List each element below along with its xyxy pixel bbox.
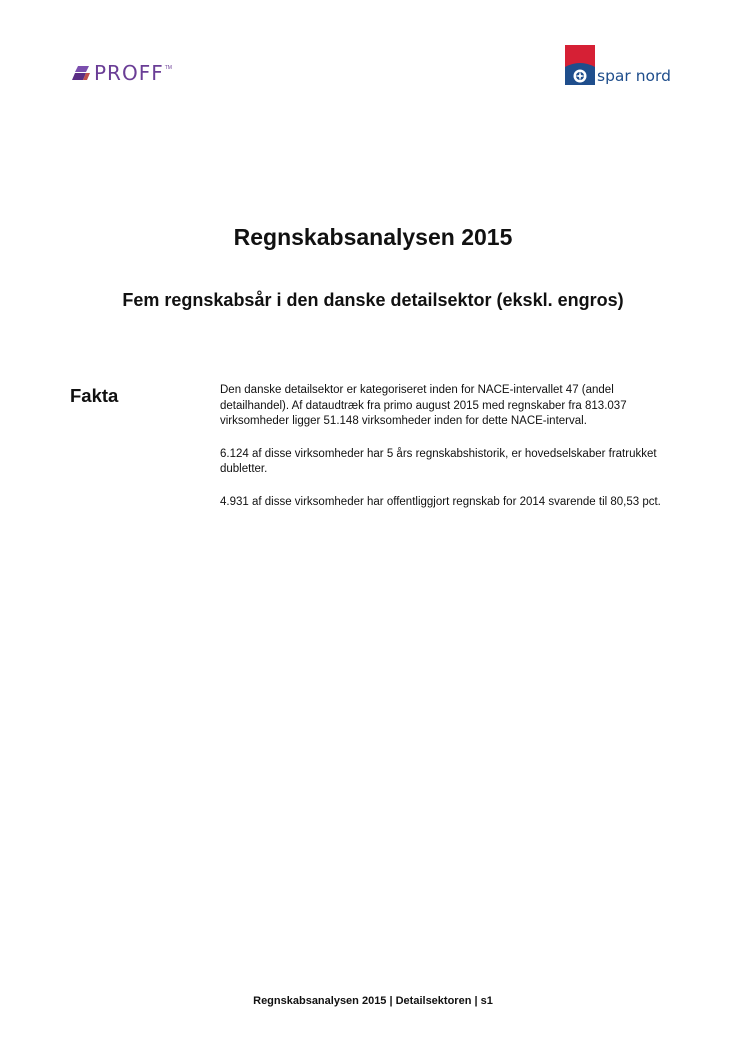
fact-paragraph: Den danske detailsektor er kategoriseret inden for NACE-intervallet 47 (andel detailhandel). Af dataudtræk fra primo august 2015 med regnskaber fra 813.037 virksomheder ligger 51.148 virksomheder inden for dette NACE-interval. xyxy=(220,384,627,427)
proff-logo xyxy=(72,62,172,84)
sparnord-wordmark: spar nord xyxy=(597,67,671,85)
sparnord-logo xyxy=(565,43,671,85)
document-subtitle: Fem regnskabsår i den danske detailsektor (ekskl. engros) xyxy=(122,290,624,310)
facts-body xyxy=(220,383,670,527)
section-heading: Fakta xyxy=(70,385,119,406)
proff-logo-icon xyxy=(72,63,92,83)
proff-wordmark: PROFF xyxy=(94,61,164,85)
page-footer: Regnskabsanalysen 2015 | Detailsektoren | s1 xyxy=(253,995,493,1007)
fact-paragraph: 6.124 af disse virksomheder har 5 års regnskabshistorik, er hovedselskaber fratrukket dubletter. xyxy=(220,447,657,475)
sparnord-logo-icon xyxy=(565,45,595,85)
fact-paragraph: 4.931 af disse virksomheder har offentliggjort regnskab for 2014 svarende til 80,53 pct. xyxy=(220,495,661,508)
document-title: Regnskabsanalysen 2015 xyxy=(233,224,513,250)
proff-trademark: TM xyxy=(164,65,172,71)
